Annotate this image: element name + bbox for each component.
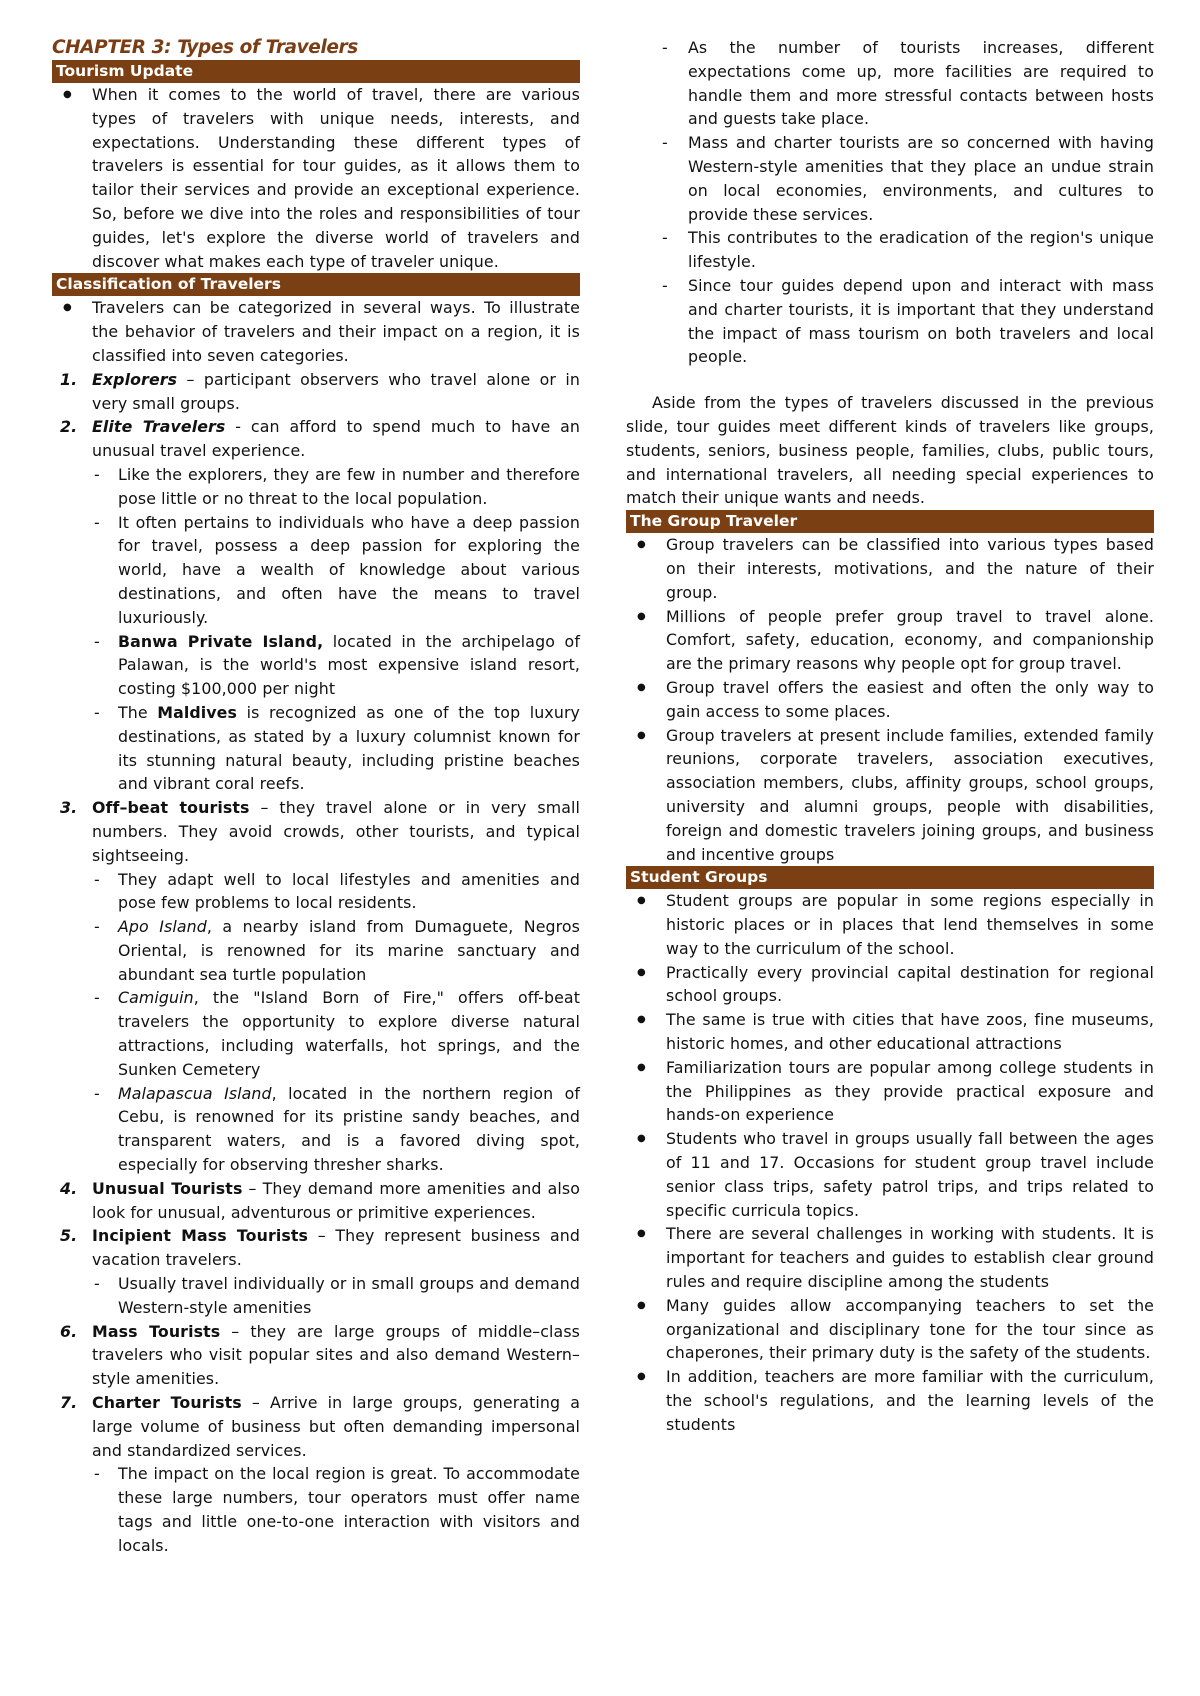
sub-item — [92, 915, 580, 986]
item-number: 4. — [60, 1178, 78, 1198]
sub-item: - Mass and charter tourists are so concerned with having Western-style amenities that they place an undue strain on local economies, environments, and cultures to provide these services. — [626, 131, 1154, 226]
item-number: 3. — [60, 798, 78, 818]
section-header-classification: Classification of Travelers — [52, 273, 580, 296]
category-term: Explorers — [92, 369, 178, 389]
item-number: 1. — [60, 369, 78, 389]
section-header-tourism-update: Tourism Update — [52, 60, 580, 83]
list-item: ● Students who travel in groups usually fall between the ages of 11 and 17. Occasions for student group travel include senior class trips, safety patrol trips, and trips related to specific curricula topics. — [626, 1127, 1154, 1222]
list-item: ● Student groups are popular in some regions especially in historic places or in places that lend themselves in some way to the curriculum of the school. — [626, 889, 1154, 960]
left-column — [52, 36, 580, 1558]
place-name: Camiguin — [118, 988, 194, 1008]
tourism-update-list — [52, 83, 580, 273]
sub-list — [92, 463, 580, 796]
place-name: Malapascua Island — [118, 1083, 272, 1103]
category-term: Incipient Mass Tourists — [92, 1226, 309, 1246]
category-elite-travelers — [52, 415, 580, 796]
place-name: Banwa Private Island, — [118, 631, 324, 651]
item-number: 5. — [60, 1226, 78, 1246]
list-item: ● Many guides allow accompanying teachers to set the organizational and disciplinary tone for the tour since as chaperones, their primary duty is the safety of the students. — [626, 1294, 1154, 1365]
category-desc: – They demand more amenities and also look for unusual, adventurous or primitive experiences. — [92, 1178, 580, 1222]
sub-item: - As the number of tourists increases, different expectations come up, more facilities are required to handle them and more stressful contacts between hosts and guests take place. — [626, 36, 1154, 131]
list-item: ● Practically every provincial capital destination for regional school groups. — [626, 961, 1154, 1009]
category-offbeat-tourists — [52, 796, 580, 1177]
list-item: ● Familiarization tours are popular among college students in the Philippines as they provide practical exposure and hands-on experience — [626, 1056, 1154, 1127]
sub-item — [92, 1082, 580, 1177]
list-item: ● Group travelers at present include families, extended family reunions, corporate travelers, association executives, association members, clubs, affinity groups, school groups, university and alumni groups, people with disabilities, foreign and domestic travelers joining groups, and business and incentive groups — [626, 724, 1154, 867]
list-item: ● When it comes to the world of travel, there are various types of travelers with unique needs, interests, and expectations. Understanding these different types of travelers is essential for tour guides, as it allows them to tailor their services and provide an exceptional experience. So, before we dive into the roles and responsibilities of tour guides, let's explore the diverse world of travelers and discover what makes each type of traveler unique. — [52, 83, 580, 273]
classification-intro-list — [52, 296, 580, 367]
sub-item — [92, 630, 580, 701]
sub-text: located in the archipelago of Palawan, is the world's most expensive island resort, costing $100,000 per night — [118, 631, 580, 699]
category-incipient-mass-tourists — [52, 1224, 580, 1319]
category-term: Off–beat tourists — [92, 798, 250, 818]
category-term: Mass Tourists — [92, 1321, 221, 1341]
category-mass-tourists — [52, 1320, 580, 1391]
sub-text: is recognized as one of the top luxury destinations, as stated by a luxury columnist known for its stunning natural beauty, including pristine beaches and vibrant coral reefs. — [118, 702, 580, 794]
group-traveler-list — [626, 533, 1154, 866]
category-term: Elite Travelers — [92, 417, 226, 437]
sub-item — [92, 986, 580, 1081]
category-desc: - can afford to spend much to have an unusual travel experience. — [92, 417, 580, 461]
category-desc: – they travel alone or in very small numbers. They avoid crowds, other tourists, and typical sightseeing. — [92, 798, 580, 865]
list-item: ● Group travel offers the easiest and often the only way to gain access to some places. — [626, 676, 1154, 724]
sub-text: , a nearby island from Dumaguete, Negros Oriental, is renowned for its marine sanctuary and abundant sea turtle population — [118, 917, 580, 984]
item-number: 6. — [60, 1321, 78, 1341]
aside-paragraph: Aside from the types of travelers discussed in the previous slide, tour guides meet different kinds of travelers like groups, students, seniors, business people, families, clubs, public tours, and international travelers, all needing special experiences to match their unique wants and needs. — [626, 393, 1154, 508]
category-term: Unusual Tourists — [92, 1178, 243, 1198]
right-column — [626, 36, 1154, 1437]
sub-item — [92, 701, 580, 796]
sub-list — [92, 868, 580, 1177]
sub-item: - This contributes to the eradication of the region's unique lifestyle. — [626, 226, 1154, 274]
section-header-group-traveler: The Group Traveler — [626, 510, 1154, 533]
sub-text: , located in the northern region of Cebu, is renowned for its pristine sandy beaches, and transparent waters, and is a favored diving spot, especially for observing thresher sharks. — [118, 1083, 581, 1175]
category-explorers — [52, 368, 580, 416]
category-desc: – Arrive in large groups, generating a large volume of business but often demanding impersonal and standardized services. — [92, 1393, 580, 1460]
list-item: ● In addition, teachers are more familiar with the curriculum, the school's regulations, and the learning levels of the students — [626, 1365, 1154, 1436]
list-item: ● The same is true with cities that have zoos, fine museums, historic homes, and other educational attractions — [626, 1008, 1154, 1056]
category-term: Charter Tourists — [92, 1393, 242, 1413]
category-unusual-tourists — [52, 1177, 580, 1225]
charter-continued-list — [626, 36, 1154, 369]
place-name: Apo Island — [118, 917, 207, 937]
category-charter-tourists — [52, 1391, 580, 1558]
sub-list — [92, 1272, 580, 1320]
sub-list — [92, 1462, 580, 1557]
category-desc: – They represent business and vacation travelers. — [92, 1226, 580, 1270]
sub-item: - It often pertains to individuals who have a deep passion for travel, possess a deep passion for exploring the world, have a wealth of knowledge about various destinations, and often have the means to travel luxuriously. — [92, 511, 580, 630]
item-number: 2. — [60, 417, 78, 437]
place-name: Maldives — [157, 702, 237, 722]
list-item: ● Group travelers can be classified into various types based on their interests, motivations, and the nature of their group. — [626, 533, 1154, 604]
student-groups-list — [626, 889, 1154, 1436]
item-number: 7. — [60, 1393, 78, 1413]
sub-prefix: The — [118, 702, 158, 722]
sub-item: - Since tour guides depend upon and interact with mass and charter tourists, it is important that they understand the impact of mass tourism on both travelers and local people. — [626, 274, 1154, 369]
traveler-categories-list — [52, 368, 580, 1558]
sub-text: , the "Island Born of Fire," offers off-beat travelers the opportunity to explore diverse natural attractions, including waterfalls, hot springs, and the Sunken Cemetery — [118, 988, 580, 1079]
sub-item: - They adapt well to local lifestyles and amenities and pose few problems to local residents. — [92, 868, 580, 916]
sub-item: - Usually travel individually or in small groups and demand Western-style amenities — [92, 1272, 580, 1320]
chapter-title: CHAPTER 3: Types of Travelers — [52, 37, 358, 58]
category-desc: – they are large groups of middle–class travelers who visit popular sites and also demand Western–style amenities. — [92, 1321, 580, 1389]
category-desc: – participant observers who travel alone or in very small groups. — [92, 369, 580, 413]
list-item: ● Millions of people prefer group travel to travel alone. Comfort, safety, education, economy, and companionship are the primary reasons why people opt for group travel. — [626, 605, 1154, 676]
section-header-student-groups: Student Groups — [626, 866, 1154, 889]
list-item: ● There are several challenges in working with students. It is important for teachers and guides to establish clear ground rules and require discipline among the students — [626, 1222, 1154, 1293]
sub-item: - Like the explorers, they are few in number and therefore pose little or no threat to the local population. — [92, 463, 580, 511]
list-item: ● Travelers can be categorized in several ways. To illustrate the behavior of travelers and their impact on a region, it is classified into seven categories. — [52, 296, 580, 367]
sub-item: - The impact on the local region is great. To accommodate these large numbers, tour operators must offer name tags and little one-to-one interaction with visitors and locals. — [92, 1462, 580, 1557]
